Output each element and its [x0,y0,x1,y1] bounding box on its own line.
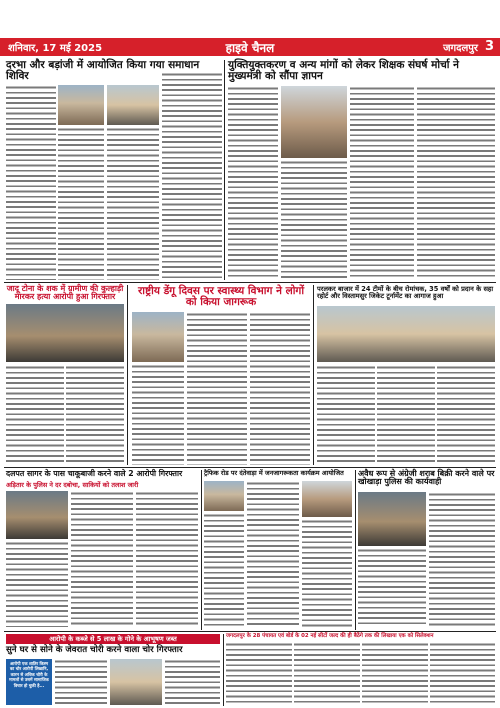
body-text [55,659,107,705]
body-text [437,365,495,465]
page-number: 3 [484,39,494,54]
headline-panchayat-seats: जगदलपुर के 28 पंचायत एवं बोर्ड के 02 नई सीटों जल्द की ही बैठेंगे तक की लिखाया एक को सिलेक्शन [226,633,434,639]
body-text [162,72,222,280]
body-text [377,365,435,465]
body-text [358,548,426,627]
body-text [417,86,495,280]
body-text [362,642,428,706]
column-divider [201,470,202,630]
body-text [66,365,124,465]
issue-date: शनिवार, 17 मई 2025 [8,43,103,54]
body-text [430,642,495,706]
body-text [6,85,56,280]
photo-liquor-accused [358,492,426,546]
body-text [71,491,133,627]
body-text [302,519,352,627]
body-text [58,127,104,280]
body-text [204,513,244,627]
headline-samadhan-shivir: दरभा और बड़ांजी में आयोजित किया गया समाधान शिविर [6,59,200,83]
paper-name: हाइवे चैनल [225,41,275,55]
headline-avaidh-sharab: अवैध रूप से अंग्रेजी शराब बिक्री करने वाले पर खोखाड़ा पुलिस की कार्यवाही [358,469,495,487]
photo-accused [6,304,124,362]
photo-traffic-2 [302,481,352,517]
column-divider [223,634,224,706]
body-text [226,642,292,706]
body-text [6,365,64,465]
photo-chori-jewellery [110,659,162,705]
box-accused-note: आरोपी एक शातिर किस्म का चोर आरोपी लिखानि, कारन से अधिक चोरी के मामलों से उसमें सामाजिक विचार हो चुकी है... [6,659,52,705]
photo-cricket-tournament [317,306,495,362]
column-divider [224,60,225,280]
body-text [281,160,347,280]
headline-cricket-tournament: परलकर बाजार में 24 टीमों के बीच रोमांचक, 35 वर्षों को प्रदान के सहा रहोर्ट और विस्तामसुर जिकेट टूर्नामेंट का आगाज हुआ [317,285,494,300]
row-divider [4,467,496,468]
body-text [228,86,278,280]
photo-shivir-1 [58,85,104,125]
photo-dengue [132,312,184,362]
column-divider [355,470,356,630]
photo-accused-chaku [6,491,68,539]
headline-jadu-tona: जादू टोना के शक में ग्रामीण की कुल्हाड़ी मारकर हत्या आरोपी हुआ गिरफ्तार [6,284,124,302]
headline-sune-ghar-chori: सुने घर से सोने के जेवरात चोरी करने वाला चोर गिरफ्तार [6,645,183,655]
photo-traffic-1 [204,481,244,511]
body-text [350,86,414,280]
subhead-dalpat-sagar: अड़ितार के पुलिस ने दर दबोचा, साकियों को तलाश जारी [6,481,139,489]
body-text [136,491,198,627]
row-divider [4,631,496,632]
edition-city: जगदलपुर [443,43,478,54]
row-divider [4,282,496,283]
column-divider [127,285,128,465]
photo-shivir-2 [107,85,159,125]
body-text [6,541,68,627]
body-text [429,492,495,627]
band-aabhushan-jabt: आरोपी के कब्जे से 5 लाख के गोने के आभूषण जब्त [6,634,220,644]
column-divider [313,285,314,465]
body-text [250,312,310,465]
body-text [247,481,299,627]
body-text [294,642,360,706]
masthead-bar [0,38,500,56]
photo-shikshak-gyapan [281,86,347,158]
body-text [165,659,220,705]
headline-dengue-divas: राष्ट्रीय डेंगू दिवस पर स्वास्थ्य विभाग ने लोगों को किया जागरूक [137,285,305,309]
body-text [317,365,375,465]
headline-shikshak-morcha: युक्तियुक्तकरण व अन्य मांगों को लेकर शिक्षक संघर्ष मोर्चा ने मुख्यमंत्री को सौंपा ज्ञापन [228,59,459,83]
body-text [187,312,247,465]
body-text [107,127,159,280]
headline-dalpat-sagar: दलपत सागर के पास चाकूबाजी करने वाले 2 आरोपी गिरफ्तार [6,469,183,478]
body-text [132,364,184,465]
headline-traffic-dantewada: ट्रैफिक रोड पर दंतेवाड़ा में जनजागरूकता कार्यक्रम आयोजित [204,469,344,477]
